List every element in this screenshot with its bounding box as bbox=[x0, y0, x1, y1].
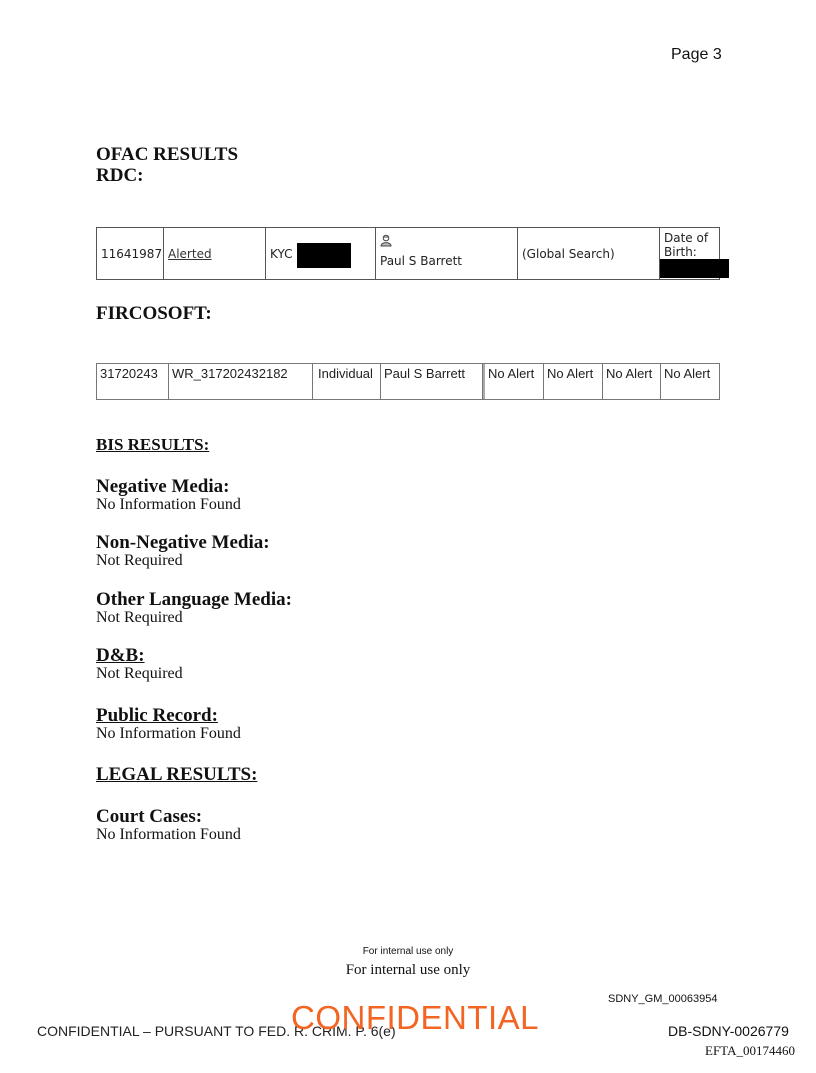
page-number: Page 3 bbox=[671, 46, 722, 63]
bis-heading: BIS RESULTS: bbox=[96, 435, 210, 454]
confidential-notice: CONFIDENTIAL – PURSUANT TO FED. R. CRIM. P. 6(e) bbox=[37, 1023, 396, 1039]
rdc-name: Paul S Barrett bbox=[380, 254, 463, 268]
bates-sdny-gm: SDNY_GM_00063954 bbox=[608, 993, 718, 1005]
bates-db-sdny: DB-SDNY-0026779 bbox=[668, 1023, 789, 1039]
confidential-stamp: CONFIDENTIAL bbox=[291, 999, 540, 1036]
rdc-search-type-cell: (Global Search) bbox=[518, 228, 660, 279]
rdc-status-cell bbox=[164, 228, 266, 279]
dob-label-line2: Birth: bbox=[664, 245, 697, 259]
dob-redaction bbox=[660, 259, 729, 278]
rdc-id-cell: 11641987 bbox=[97, 228, 164, 279]
firco-type-cell: Individual bbox=[313, 364, 381, 399]
firco-alert-cell-4: No Alert bbox=[664, 366, 711, 381]
rdc-name-cell bbox=[376, 228, 518, 279]
firco-id-cell: 31720243 bbox=[97, 364, 169, 399]
rdc-kyc-cell bbox=[266, 228, 376, 279]
non-negative-media-title: Non-Negative Media: bbox=[96, 532, 270, 553]
firco-alert-cell-1: No Alert bbox=[483, 364, 544, 399]
firco-name-cell: Paul S Barrett bbox=[381, 364, 483, 399]
user-icon bbox=[380, 234, 392, 250]
public-record-title: Public Record: bbox=[96, 705, 218, 726]
kyc-label: KYC bbox=[270, 246, 293, 261]
fircosoft-heading: FIRCOSOFT: bbox=[96, 303, 212, 324]
other-language-media-title: Other Language Media: bbox=[96, 589, 292, 610]
public-record-value: No Information Found bbox=[96, 725, 241, 742]
rdc-results-table bbox=[96, 227, 720, 280]
bates-efta: EFTA_00174460 bbox=[705, 1043, 795, 1058]
fircosoft-results-table bbox=[96, 363, 720, 400]
court-cases-value: No Information Found bbox=[96, 826, 241, 843]
firco-alert-cell-2: No Alert bbox=[544, 364, 603, 399]
negative-media-value: No Information Found bbox=[96, 496, 241, 513]
db-title: D&B: bbox=[96, 645, 145, 666]
other-language-media-value: Not Required bbox=[96, 609, 183, 626]
internal-use-serif: For internal use only bbox=[345, 962, 471, 978]
internal-use-small: For internal use only bbox=[362, 946, 454, 957]
ofac-heading: OFAC RESULTS bbox=[96, 144, 239, 165]
non-negative-media-value: Not Required bbox=[96, 552, 183, 569]
db-value: Not Required bbox=[96, 665, 183, 682]
alerted-link[interactable]: Alerted bbox=[168, 246, 212, 261]
negative-media-title: Negative Media: bbox=[96, 476, 230, 497]
firco-alert-cell-3: No Alert bbox=[603, 364, 661, 399]
legal-heading: LEGAL RESULTS: bbox=[96, 764, 258, 785]
court-cases-title: Court Cases: bbox=[96, 806, 203, 827]
rdc-subheading: RDC: bbox=[96, 165, 144, 186]
dob-label-line1: Date of bbox=[664, 231, 709, 245]
kyc-redaction bbox=[297, 243, 351, 268]
firco-ref-cell: WR_317202432182 bbox=[169, 364, 313, 399]
